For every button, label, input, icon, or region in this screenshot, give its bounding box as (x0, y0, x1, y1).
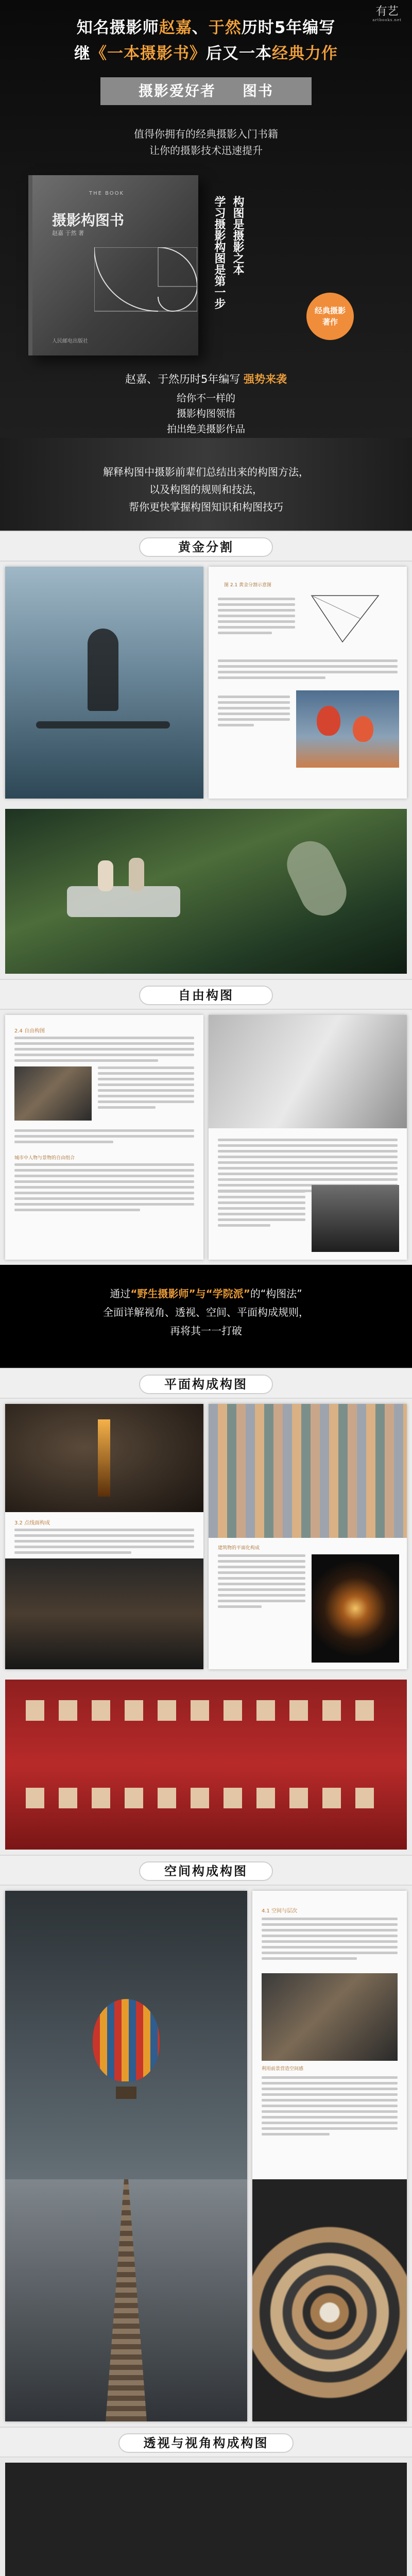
vertical-slogan-left (211, 196, 227, 313)
subtitle-1: 值得你拥有的经典摄影入门书籍 (134, 128, 278, 140)
body-text-block-3 (218, 696, 290, 730)
page-right (209, 1015, 407, 1260)
photo-boat-fishing (5, 809, 407, 974)
intro-section (0, 438, 412, 531)
body-text-block-4 (14, 1163, 194, 1214)
book-cover-publisher: 人民邮电出版社 (52, 338, 88, 344)
body-text-block-3 (14, 1129, 194, 1146)
photo-street (14, 1066, 92, 1121)
tagline-4: 拍出绝美摄影作品 (166, 423, 245, 435)
tagline-1-pre: 赵嘉、于然历时5年编写 (125, 373, 244, 385)
section-bar-planar (0, 1368, 412, 1399)
vertical-slogan-right-text: 构图是摄影之本 (231, 196, 244, 275)
badge-line-2: 著作 (322, 317, 338, 327)
planar-intro-line-3: 再将其一一打破 (170, 1325, 242, 1337)
photo-abstract (209, 1015, 407, 1128)
spread-golden-1 (0, 562, 412, 804)
body-text-block-2 (218, 1190, 305, 1230)
prev-book-title: 《一本摄影书》 (91, 44, 206, 63)
photo-bw (312, 1185, 399, 1252)
photo-balloon-pier (5, 1891, 247, 2421)
banner-right: 图书 (243, 82, 274, 99)
tagline-2: 给你不一样的 (176, 393, 235, 404)
photo-spiral-stairs (252, 2179, 407, 2421)
page-right (252, 1891, 407, 2421)
spread-planar (0, 1399, 412, 1674)
section-title-planar: 平面构成构图 (139, 1375, 273, 1394)
body-text-block-2 (262, 2076, 398, 2139)
planar-caption: 建筑物的平面化构成 (218, 1546, 260, 1551)
photo-red-carpet (5, 1680, 407, 1850)
headline-1-post: 历时5年编写 (241, 19, 336, 37)
section-title-perspective: 透视与视角构成构图 (118, 2433, 294, 2453)
headline-1-sep: 、 (192, 19, 209, 37)
headline-2-pre: 继 (74, 44, 91, 63)
section-title-spatial: 空间构成构图 (139, 1861, 273, 1881)
brand-logo-mark: 有艺 (375, 5, 399, 18)
golden-spiral-icon (94, 247, 197, 350)
headline-1 (0, 14, 412, 38)
page-left (5, 1404, 203, 1669)
body-text-block (14, 1529, 194, 1557)
body-text-block-2 (98, 1066, 194, 1112)
badge-line-1: 经典摄影 (314, 306, 346, 315)
section-bar-perspective (0, 2427, 412, 2458)
headline-2 (0, 40, 412, 63)
planar-intro-post: 的“构图法” (250, 1287, 302, 1300)
tagline-3: 摄影构图领悟 (176, 408, 235, 419)
free-caption: 城市中人物与景物的自由组合 (14, 1156, 75, 1161)
page-right (209, 567, 407, 799)
spread-planar-2 (0, 1674, 412, 1855)
vertical-slogan-right (230, 196, 245, 279)
spatial-section-title: 4.1 空间与层次 (262, 1908, 298, 1914)
hero-section (0, 0, 412, 438)
triangle-diagram-icon (306, 590, 384, 647)
body-text-block (14, 1037, 194, 1065)
page-right (209, 1404, 407, 1669)
photo-spatial (262, 1973, 398, 2061)
body-text-block (262, 1918, 398, 1963)
planar-intro-line-2: 全面详解视角、透视、空间、平面构成规则， (103, 1306, 309, 1318)
headline-2-highlight: 经典力作 (272, 44, 338, 63)
section-bar-free (0, 979, 412, 1010)
free-section-title: 2.4 自由构图 (14, 1028, 45, 1034)
brand-logo-sub: artbooks.net (372, 18, 402, 22)
tagline-1 (0, 371, 412, 386)
classic-badge (306, 293, 354, 340)
golden-caption: 图 2.1 黄金分割示意图 (224, 583, 272, 588)
spread-perspective (0, 2458, 412, 2576)
book-cover-title: 摄影构图书 (52, 212, 125, 229)
photo-perspective-stairs (5, 2463, 407, 2576)
headline-1-pre: 知名摄影师 (76, 19, 159, 37)
page-left (5, 567, 203, 799)
intro-line-3: 帮你更快掌握构图知识和构图技巧 (129, 501, 283, 513)
page-left (5, 1891, 247, 2421)
body-text-block (218, 598, 295, 637)
spread-golden-2 (0, 804, 412, 979)
photo-people (5, 1558, 203, 1669)
book-cover-label: THE BOOK (89, 191, 125, 196)
vertical-slogan-left-text: 学习摄影构图是第一步 (213, 196, 226, 309)
book-cover (28, 175, 198, 355)
photo-tunnel (312, 1554, 399, 1663)
subtitle-2: 让你的摄影技术迅速提升 (149, 144, 263, 157)
section-bar-golden (0, 531, 412, 562)
book-cover-authors: 赵嘉 于然 著 (52, 230, 84, 236)
author-2: 于然 (208, 19, 242, 37)
planar-intro-section (0, 1265, 412, 1368)
planar-section-title: 3.2 点线面构成 (14, 1520, 50, 1526)
photo-building (209, 1404, 407, 1538)
section-title-golden: 黄金分割 (139, 537, 273, 557)
audience-banner (100, 77, 312, 105)
intro-line-1: 解释构图中摄影前辈们总结出来的构图方法， (103, 466, 309, 478)
headline-2-mid: 后又一本 (206, 44, 272, 63)
tagline-1-highlight: 强势来袭 (244, 373, 287, 385)
planar-intro-line-1 (0, 1285, 412, 1300)
planar-intro-pre: 通过 (110, 1287, 131, 1300)
banner-left: 摄影爱好者 (138, 82, 216, 99)
author-1: 赵嘉 (159, 19, 192, 37)
section-title-free: 自由构图 (139, 986, 273, 1005)
intro-line-2: 以及构图的规则和技法， (149, 483, 263, 496)
spatial-caption: 利用前景营造空间感 (262, 2066, 304, 2072)
body-text-block-2 (218, 659, 398, 682)
photo-fisherman (5, 567, 203, 799)
spread-free (0, 1010, 412, 1265)
planar-intro-highlight: “野生摄影师”与“学院派” (130, 1287, 250, 1300)
body-text-block (218, 1554, 305, 1611)
photo-balloons (296, 690, 399, 768)
section-bar-spatial (0, 1855, 412, 1886)
page-left (5, 1015, 203, 1260)
spread-spatial (0, 1886, 412, 2427)
photo-dark (5, 1404, 203, 1512)
